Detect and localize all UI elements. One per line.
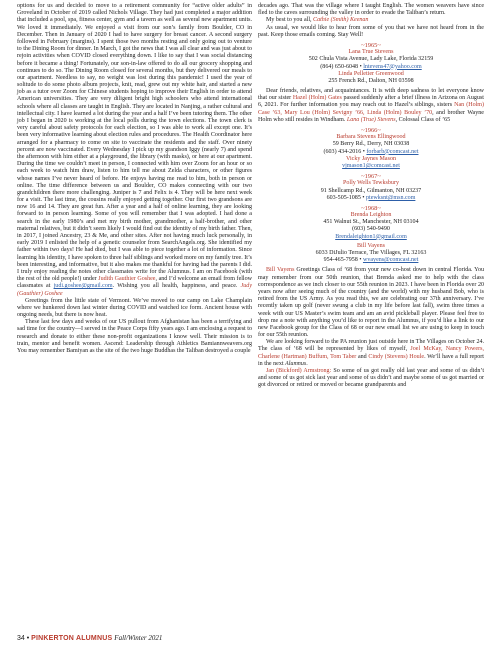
class-correspondent-name: Linda Pelletier Greenwood [338, 70, 404, 77]
correspondent-contact [258, 64, 484, 71]
phone-number: (603) 434-2016 • [323, 148, 367, 155]
paragraph-text: passed suddenly after a brief illness in Arizona on August 6, 2021. For further information you may reach out to Hazel’s siblings, sisters [258, 95, 484, 109]
class-correspondent-name: Vicky Jaynes Mason [345, 155, 397, 162]
issue-date: Fall/Winter 2021 [114, 634, 163, 642]
correspondent-address: 502 Chula Vista Avenue, Lady Lake, Florida 32159 [308, 56, 434, 63]
page-number: 34 [17, 635, 25, 642]
class-year-heading: ~1967~ [361, 173, 381, 181]
correspondent-address: 451 Walnut St., Manchester, NH 03104 [323, 219, 419, 226]
classmate-name: Hazel (Holm) Gates [292, 95, 342, 102]
paragraph-text: and [356, 353, 369, 360]
phone-number: 603-505-1085 • [326, 194, 366, 201]
class-correspondent-name: Bill Vayens [357, 242, 385, 249]
phone-number: (603) 540-9490 [352, 226, 390, 233]
afghanistan-paragraph: These last few days and weeks of our US pullout from Afghanistan has been a terrifying and sad time for the country—I served in the Peace Corps fifty years ago. I am enclosing a request to research and donate to either these non-profit organizations I know well. Their mission is to train, mentor and benefit women. Ascend: Leadership through Athletics Bamiannweavers.org You may remember Bamiyan as the site of the two huge Buddhas the Taliban destroyed a couple [17, 319, 252, 354]
paragraph-text: Dear friends, relatives, and acquaintances. It is with deep sadness to let everyone know that our sister [258, 88, 484, 102]
letter-text: . Wishing you all health, happiness, and peace. [112, 283, 241, 290]
publication-name: PINKERTON ALUMNUS [31, 635, 113, 642]
keenan-signoff [258, 17, 484, 24]
left-column [17, 3, 252, 355]
signature: Cathie (Smith) Keenan [313, 17, 369, 24]
correspondent-contact [258, 163, 484, 170]
letter-text: So some of us got really old last year and some of us didn’t and some of us got sick last year and some of us didn’t and maybe some of us got married or got divorced or retired or moved or became grandparents and [258, 368, 484, 389]
email-link[interactable]: ptewksnt@msn.com [366, 194, 416, 201]
classmate-names: Nan (Holm) Case ’63, Mary Lou (Holm) Sevigny ’66, Linda (Holm) Bouley ’70 [258, 102, 484, 116]
letter-text: , and I’d welcome an email from fellow classmates at [17, 276, 252, 290]
armstrong-letter [258, 368, 484, 390]
signature: Lana (True) Stevens [346, 116, 396, 123]
correspondent-contact [258, 234, 484, 241]
vayens-letter [258, 267, 484, 339]
classmate-name: Jan (Bickford) Armstrong: [266, 368, 332, 374]
correspondent-address: 255 French Rd., Dalton, NH 03598 [328, 77, 414, 84]
reunion-paragraph [258, 339, 484, 368]
keenan-letter-end: decades ago. That was the village where I taught English. The women weavers have since fled to the caves surrounding the valley in order to evade the Taliban’s return. [258, 3, 484, 17]
email-link[interactable]: judi.goshee@gmail.com [53, 283, 113, 290]
letter-text: options for us and decided to move to a retirement community for “active older adults” in Groveland in October of 2019 called Nichols Village. They had just completed a major addition that included a pool, spa, fitness center, gym and a tavern as well as several new apartment units. We loved it immediately. We enjoyed a visit from our son’s family from Boulder, CO in December. Then in January of 2020 I had to have surgery for breast cancer. A second surgery followed in February (margins). I spent those two months resting and only going out to venture to the Dining Room for dinner. In March, I got the news that I was all clear and was just about to rejoin activities when COVID closed everything down. I like to say that I was social distancing before it became a thing! Fortunately, our son-in-law offered to do all our grocery shopping and continues to do so. The Dining Room closed for several months, but they delivered our meals to our apartment. Needless to say, no weight was lost during this pandemic! I used the year of solitude to do some photo album projects, knit, read, grew out my white hair, and started a new job as a tutor over Zoom for Chinese students hoping to improve their English in order to attend American universities. They are very diligent bright high schoolers who attend international schools where all classes are taught in English. They are located in Nanjing, a rather cultural and intellectual city. I have learned a lot during the year and a half I’ve been tutoring them. The other job I began in 2020 is working at the local polls during the town elections. The town clerk is very careful about safety protocols for each election, so I was able to work all except one. It’s been very informative learning about election rules and procedures. The Health Coordinator here arranged for a pharmacy to come on site to vaccinate the residents and the staff. Over ninety percent are now vaccinated. Every Wednesday I pick up my grandson Iggy (nearly 7) and spend the afternoon with him either at a playground, the library (with masks), or here at our apartment. During the time we couldn’t meet in person, I connected with him over Zoom for an hour or so each week to watch him draw, listen to him tell me about Zelda characters, or other figures whose names I’ve never heard of before. He enjoys having me read to him, both in person or online. The time difference between us and Boulder, CO makes connecting with our two grandchildren there more challenging. Juniper is 7 and Felix is 4. They will be here next week for a visit. The last time, the cousins really enjoyed getting together. Our first two grandsons are now 16 and 14. They are great fun. After a year and a half of online learning, they are looking forward to in person learning. Some of you will remember that I was adopted. I had done a search in the early 1980’s and met my birth mother, grandmother, a half-brother, and other maternal relatives, but it didn’t seem likely I would find out the identity of my birth father. Then, in 2017, I joined Ancestry, 23 & Me, and other sites. After not having much luck personally, in early 2019 I enlisted the help of a genetic counselor from SearchAngels.org. She identified my father within two days! He had died, but I was able to piece together a lot of information. Since learning his identity, I have spoken to three half siblings and worked more on my family tree. It’s been interesting, and informative, but it also makes me thankful for having had the parents I did. I truly enjoy reading the notes other classmates write for the Alumnus. I am on Facebook (with the rest of the old people!) under [17, 3, 252, 283]
class-year-heading: ~1965~ [361, 41, 381, 49]
paragraph-text: We are looking forward to the PA reunion just outside here in The Villages on October 24. The class of ’68 will be represented by likes of myself, [258, 339, 484, 353]
vermont-paragraph: Greetings from the little state of Vermont. We’ve moved to our camp on Lake Champlain where we hunkered down last winter during COVID and watched ice form. Ancient house with ongoing needs, but there is now heat. [17, 297, 252, 319]
class-correspondent-name: Lana True Stevens [348, 49, 394, 56]
class-1968-contact [258, 205, 484, 265]
correspondent-contact [258, 257, 484, 264]
email-link[interactable]: wvayens@comcast.net [362, 257, 419, 264]
email-link[interactable]: Brendaleighton1@gmail.com [335, 233, 407, 240]
class-year-heading: ~1966~ [361, 127, 381, 134]
phone-number: (864) 650-6048 • [320, 63, 364, 70]
correspondent-address: 6033 DiJulio Terrace, The Villages, FL 32163 [315, 250, 427, 256]
signoff-text: My best to you all, [266, 17, 314, 24]
classmate-names: Joel McKay, Nancy Powers, Charlene (Hartman) Buffum, Tom Taber [258, 346, 484, 360]
class-1965-contact [258, 42, 484, 85]
letter-text: Greetings Class of ’68 from your new co-host down in central Florida. You may remember from our 50th reunion, that Brenda asked me to help with the class correspondence as we inch closer to our 55th reunion in 2023. I have been in Florida over 20 years now after seeing much of the country (and the world) with my husband Bob, who is retired from the US Army. As you read this, we are celebrating our 37th anniversary. I’ve recently taken up golf (never swung a club in my life before last fall), swim three times a week with our US Master’s swim team and am an avid pickleball player. Please feel free to drop me a note with anything you’d like to report in the Alumnus, if you’d like a link to our new Facebook group for the Class of 68 or our new email list we are using to keep in touch for our 55th reunion. [258, 267, 484, 339]
email-link[interactable]: forbarb@comcast.net [366, 148, 419, 155]
paragraph-text: , Colossal Class of ’65 [395, 116, 451, 123]
footer-bullet: • [26, 635, 30, 642]
holm-obituary-paragraph [258, 88, 484, 124]
paragraph-text: , and brother Wayne Holm who still resides in Windham. [258, 109, 484, 123]
judy-goshee-letter [17, 3, 252, 298]
closing-paragraph: As usual, we would like to hear from some of you that we have not heard from in the past. Keep those emails coming. Stay Well! [258, 24, 484, 38]
class-year-heading: ~1968~ [361, 204, 381, 212]
correspondent-contact [258, 149, 484, 156]
signature: Judy (Gauthier) Goshee [17, 283, 253, 297]
class-correspondent-name: Polly Wells Tewksbury [343, 180, 399, 187]
classmate-name: Judith Gauthier Goshee [98, 276, 156, 283]
class-correspondent-name: Barbara Stevens Ellingwood [336, 134, 406, 141]
email-link[interactable]: lntevens47@yahoo.com [363, 63, 422, 70]
correspondent-contact [258, 195, 484, 202]
class-correspondent-name: Brenda Leighton [350, 212, 392, 219]
correspondent-address: 91 Shellcamp Rd., Gilmanton, NH 03237 [320, 187, 422, 194]
right-column [258, 3, 484, 390]
class-1967-contact [258, 173, 484, 202]
magazine-title: Alumnus [285, 360, 307, 367]
page-footer [17, 634, 162, 643]
paragraph-text: . We’ll have a full report in the next [258, 353, 484, 367]
class-1966-contact [258, 127, 484, 170]
classmate-name: Bill Vayens [266, 267, 295, 274]
classmate-name: Cindy (Stevens) Houle [368, 353, 425, 360]
email-link[interactable]: vjmason1@comcast.net [342, 162, 400, 169]
phone-number: 954-465-7958 • [323, 257, 363, 264]
correspondent-address: 59 Berry Rd., Derry, NH 03038 [332, 141, 410, 148]
paragraph-text: . [306, 360, 308, 367]
